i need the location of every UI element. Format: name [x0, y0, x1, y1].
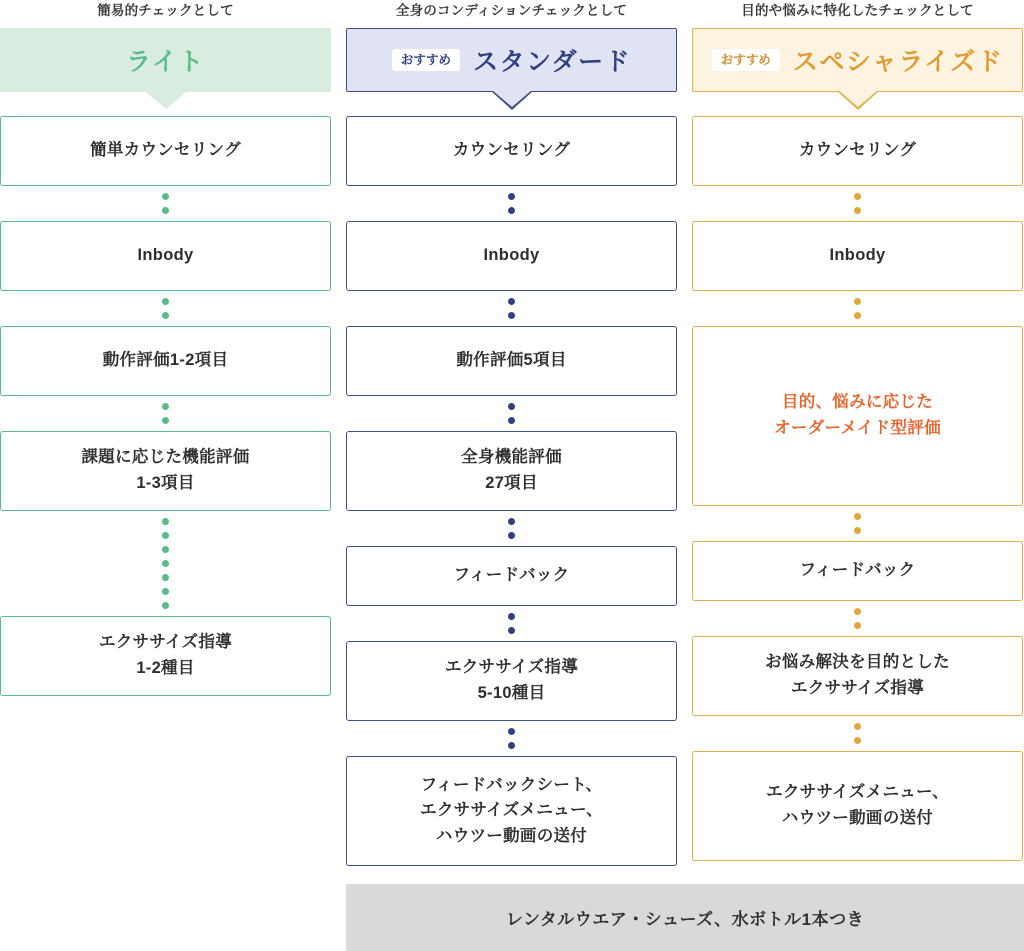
- plan-column-special: [692, 0, 1023, 866]
- flow-step-line: 27項目: [485, 474, 538, 492]
- flow-step: [346, 641, 677, 721]
- flow-connector-dots: [692, 506, 1023, 541]
- plan-caption: 目的や悩みに特化したチェックとして: [741, 3, 974, 18]
- connector-dot-icon: [854, 193, 861, 200]
- connector-dot-icon: [854, 513, 861, 520]
- flow-step: [0, 616, 331, 696]
- flow-connector-dots: [0, 186, 331, 221]
- flow-step-line: 1-2種目: [136, 659, 195, 677]
- flow-step: [0, 431, 331, 511]
- flow-connector-dots: [346, 606, 677, 641]
- flow-connector-dots: [692, 291, 1023, 326]
- flow-step: [692, 326, 1023, 506]
- flow-step-line: 動作評価5項目: [456, 351, 567, 370]
- connector-dot-icon: [162, 207, 169, 214]
- flow-step-line: フィードバックシート、: [420, 775, 603, 794]
- plan-column-light: [0, 0, 331, 866]
- connector-dot-icon: [162, 298, 169, 305]
- connector-dot-icon: [508, 627, 515, 634]
- flow-step: [692, 541, 1023, 601]
- flow-connector-dots: [0, 291, 331, 326]
- flow-step-line: エクササイズメニュー、: [420, 801, 603, 820]
- flow-step-line: 5-10種目: [477, 684, 546, 702]
- connector-dot-icon: [162, 417, 169, 424]
- plan-caption: 全身のコンディションチェックとして: [395, 3, 628, 18]
- connector-dot-icon: [854, 622, 861, 629]
- plan-title: スペシャライズド: [792, 48, 1004, 76]
- plan-flow: [692, 116, 1023, 861]
- flow-step: [692, 751, 1023, 861]
- connector-dot-icon: [508, 403, 515, 410]
- flow-step: [692, 116, 1023, 186]
- connector-dot-icon: [162, 532, 169, 539]
- flow-connector-dots: [0, 511, 331, 616]
- flow-step-line: Inbody: [829, 246, 886, 265]
- connector-dot-icon: [508, 193, 515, 200]
- plan-header-standard[interactable]: [346, 28, 677, 92]
- flow-connector-dots: [692, 716, 1023, 751]
- plan-title: ライト: [126, 48, 205, 76]
- flow-step-line: お悩み解決を目的とした: [765, 653, 950, 672]
- recommended-badge: おすすめ: [712, 49, 780, 72]
- footer-note: [346, 884, 1024, 951]
- flow-connector-dots: [346, 186, 677, 221]
- flow-connector-dots: [692, 601, 1023, 636]
- connector-dot-icon: [508, 298, 515, 305]
- flow-step-line: 課題に応じた機能評価: [81, 448, 250, 467]
- flow-step-line: エクササイズ指導: [444, 658, 579, 677]
- flow-step: [0, 221, 331, 291]
- flow-step-line: カウンセリング: [452, 141, 571, 160]
- connector-dot-icon: [162, 403, 169, 410]
- flow-step-line: エクササイズ指導: [98, 633, 233, 652]
- connector-dot-icon: [508, 207, 515, 214]
- header-pointer-icon: [492, 90, 532, 107]
- plan-header-light[interactable]: [0, 28, 331, 92]
- flow-step-line: ハウツー動画の送付: [435, 826, 588, 845]
- connector-dot-icon: [162, 518, 169, 525]
- connector-dot-icon: [508, 613, 515, 620]
- plan-header-special[interactable]: [692, 28, 1023, 92]
- connector-dot-icon: [854, 207, 861, 214]
- flow-connector-dots: [692, 186, 1023, 221]
- flow-step-line: 簡単カウンセリング: [90, 141, 241, 160]
- connector-dot-icon: [854, 723, 861, 730]
- flow-step-line: 1-3項目: [136, 474, 195, 492]
- flow-step-line: カウンセリング: [798, 141, 917, 160]
- connector-dot-icon: [162, 602, 169, 609]
- flow-connector-dots: [346, 396, 677, 431]
- flow-step-line: オーダーメイド型評価: [774, 419, 941, 437]
- header-pointer-icon: [146, 92, 186, 109]
- flow-step: [346, 326, 677, 396]
- connector-dot-icon: [508, 312, 515, 319]
- connector-dot-icon: [162, 560, 169, 567]
- connector-dot-icon: [162, 588, 169, 595]
- recommended-badge: おすすめ: [392, 49, 460, 72]
- flow-step: [346, 546, 677, 606]
- flow-step-line: Inbody: [137, 246, 194, 265]
- flow-step-line: ハウツー動画の送付: [781, 809, 934, 827]
- flow-step-line: 全身機能評価: [461, 448, 562, 467]
- flow-step-line: エクササイズメニュー、: [766, 783, 949, 802]
- connector-dot-icon: [508, 728, 515, 735]
- flow-step-line: Inbody: [483, 246, 540, 265]
- connector-dot-icon: [508, 417, 515, 424]
- flow-step: [692, 221, 1023, 291]
- flow-step: [0, 116, 331, 186]
- connector-dot-icon: [854, 608, 861, 615]
- connector-dot-icon: [508, 532, 515, 539]
- flow-step: [346, 431, 677, 511]
- flow-step: [346, 756, 677, 866]
- plan-caption: 簡易的チェックとして: [97, 3, 234, 18]
- connector-dot-icon: [508, 742, 515, 749]
- plan-column-standard: [346, 0, 677, 866]
- flow-connector-dots: [0, 396, 331, 431]
- flow-step: [0, 326, 331, 396]
- connector-dot-icon: [854, 527, 861, 534]
- connector-dot-icon: [854, 737, 861, 744]
- header-pointer-icon: [838, 90, 878, 107]
- plan-flow: [0, 116, 331, 696]
- connector-dot-icon: [508, 518, 515, 525]
- flow-step: [692, 636, 1023, 716]
- flow-step-line: エクササイズ指導: [790, 679, 925, 697]
- flow-step-line: 目的、悩みに応じた: [781, 393, 934, 412]
- connector-dot-icon: [162, 574, 169, 581]
- connector-dot-icon: [854, 312, 861, 319]
- flow-connector-dots: [346, 721, 677, 756]
- flow-step: [346, 116, 677, 186]
- flow-step-line: フィードバック: [799, 561, 916, 580]
- connector-dot-icon: [162, 193, 169, 200]
- flow-step: [346, 221, 677, 291]
- flow-step-line: フィードバック: [453, 566, 570, 585]
- connector-dot-icon: [162, 546, 169, 553]
- plan-title: スタンダード: [473, 48, 632, 76]
- connector-dot-icon: [854, 298, 861, 305]
- flow-connector-dots: [346, 291, 677, 326]
- flow-connector-dots: [346, 511, 677, 546]
- flow-step-line: 動作評価1-2項目: [102, 351, 229, 370]
- connector-dot-icon: [162, 312, 169, 319]
- plan-flow: [346, 116, 677, 866]
- footer-note-text: レンタルウエア・シューズ、水ボトル1本つき: [505, 910, 865, 929]
